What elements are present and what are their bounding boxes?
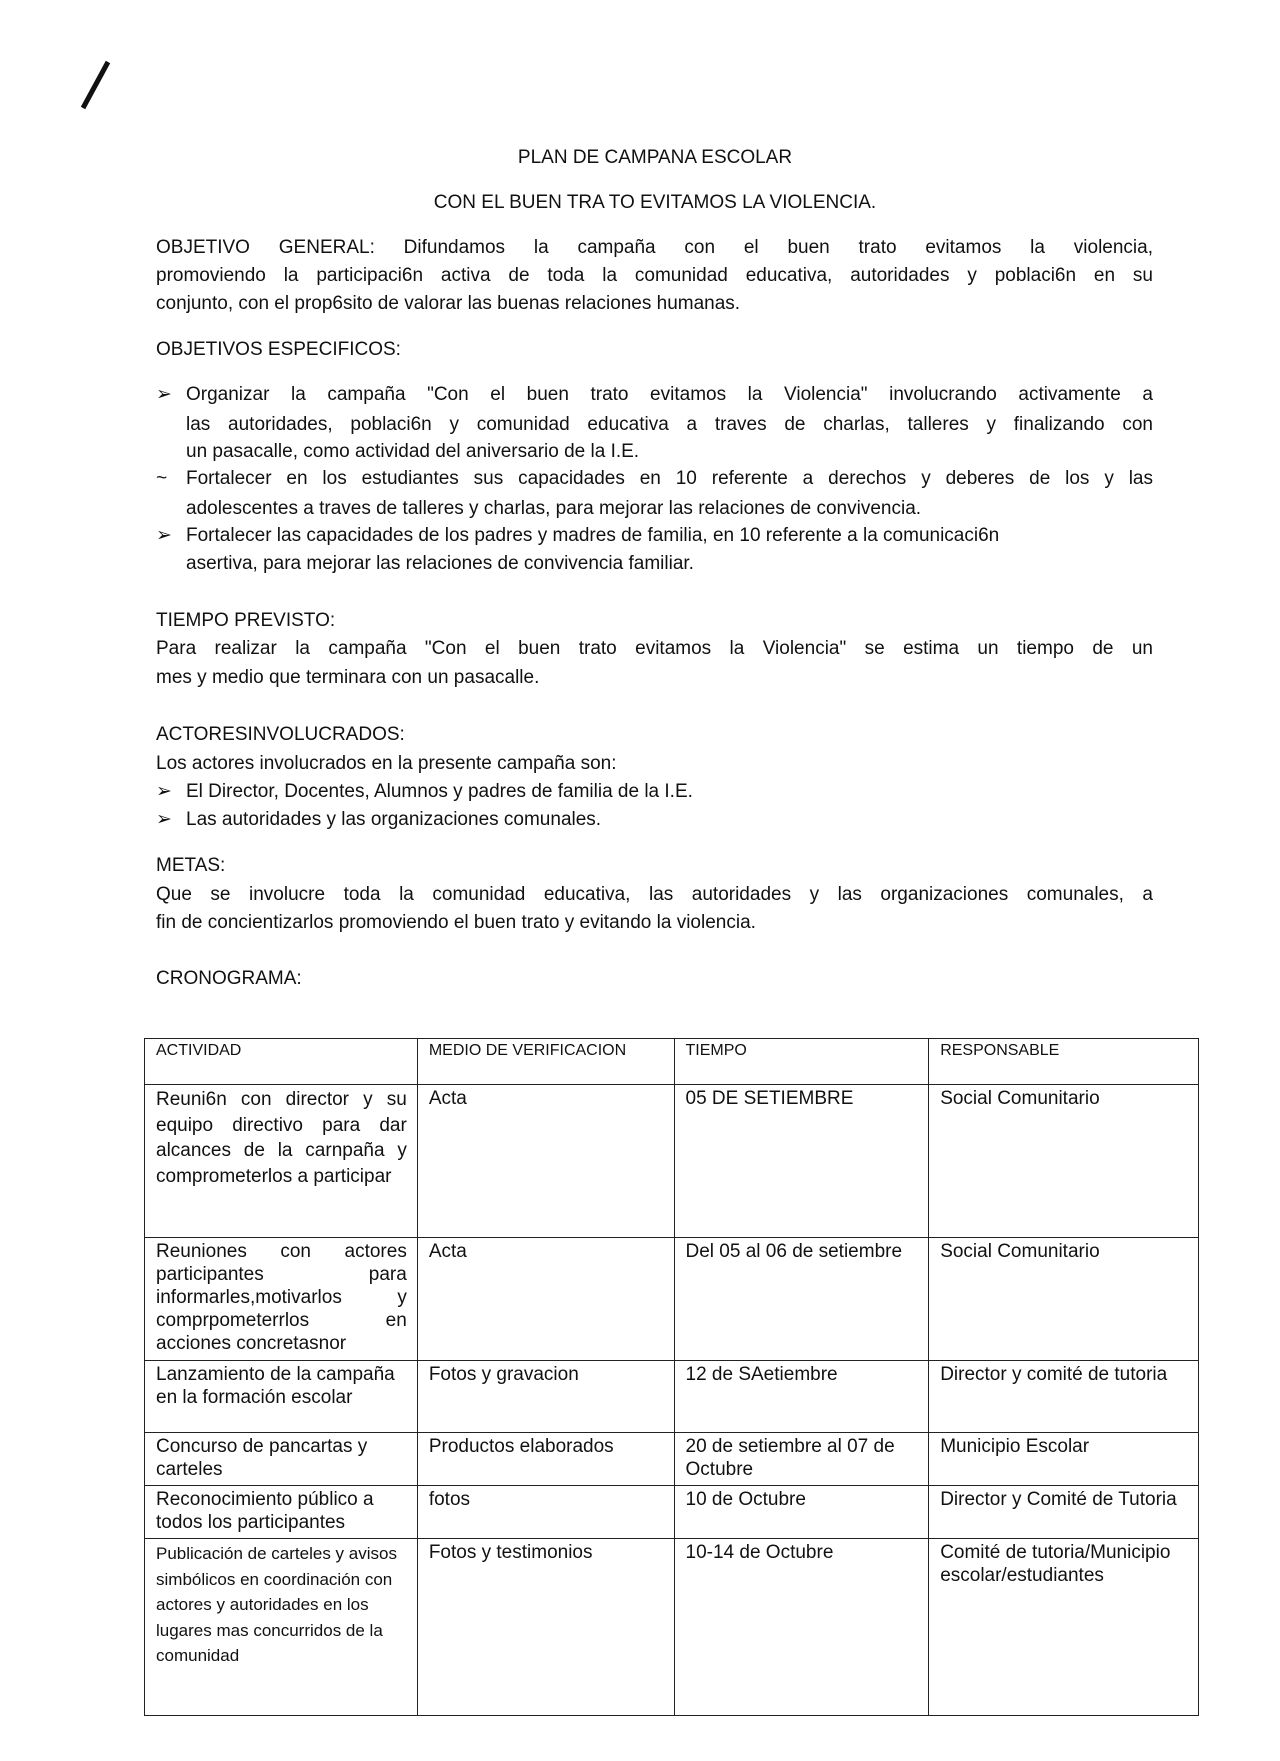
document-subtitle: CON EL BUEN TRA TO EVITAMOS LA VIOLENCIA. xyxy=(433,192,877,213)
objetivo-general-line: conjunto, con el prop6sito de valorar las buenas relaciones humanas. xyxy=(156,293,741,314)
cell-medio: Productos elaborados xyxy=(417,1433,674,1486)
header-tiempo: TIEMPO xyxy=(674,1039,929,1085)
objetivo-especifico-line: adolescentes a traves de talleres y charlas, para mejorar las relaciones de convivencia. xyxy=(186,498,922,519)
cronograma-table xyxy=(144,1038,1199,1716)
header-responsable: RESPONSABLE xyxy=(929,1039,1199,1085)
cell-tiempo: 12 de SAetiembre xyxy=(674,1361,929,1433)
table-row xyxy=(145,1433,1199,1486)
table-row xyxy=(145,1539,1199,1716)
cell-actividad: Publicación de carteles y avisos simbólicos en coordinación con actores y autoridades en los lugares mas concurridos de la comunidad xyxy=(145,1539,418,1716)
bullet-arrow-icon: ➢ xyxy=(156,781,172,802)
table-header-row xyxy=(145,1039,1199,1085)
tiempo-previsto-line: Para realizar la campaña "Con el buen trato evitamos la Violencia" se estima un tiempo de un xyxy=(156,638,1153,659)
metas-heading: METAS: xyxy=(156,855,226,876)
cell-actividad: Reconocimiento público a todos los participantes xyxy=(145,1486,418,1539)
cell-actividad: Lanzamiento de la campaña en la formación escolar xyxy=(145,1361,418,1433)
objetivo-especifico-line: asertiva, para mejorar las relaciones de convivencia familiar. xyxy=(186,553,694,574)
cell-actividad: Concurso de pancartas y carteles xyxy=(145,1433,418,1486)
table-row xyxy=(145,1361,1199,1433)
cronograma-heading: CRONOGRAMA: xyxy=(156,968,302,989)
cell-tiempo: 20 de setiembre al 07 de Octubre xyxy=(674,1433,929,1486)
cell-actividad: Reuni6n con director y su equipo directivo para dar alcances de la carnpaña y comprometerlos a participar xyxy=(145,1085,418,1238)
cell-medio: Acta xyxy=(417,1085,674,1238)
actor-item: Las autoridades y las organizaciones comunales. xyxy=(186,809,602,830)
slash-mark xyxy=(78,60,112,110)
actor-item: El Director, Docentes, Alumnos y padres de familia de la I.E. xyxy=(186,781,693,802)
cell-responsable: Director y comité de tutoria xyxy=(929,1361,1199,1433)
table-row xyxy=(145,1486,1199,1539)
objetivo-especifico-line: Fortalecer en los estudiantes sus capacidades en 10 referente a derechos y deberes de los y las xyxy=(186,468,1153,489)
objetivo-general-line: promoviendo la participaci6n activa de toda la comunidad educativa, autoridades y poblaci6n en su xyxy=(156,265,1153,286)
tiempo-previsto-line: mes y medio que terminara con un pasacalle. xyxy=(156,667,540,688)
bullet-arrow-icon: ➢ xyxy=(156,809,172,830)
objetivo-especifico-line: las autoridades, poblaci6n y comunidad educativa a traves de charlas, talleres y finalizando con xyxy=(186,414,1153,435)
cell-tiempo: Del 05 al 06 de setiembre xyxy=(674,1238,929,1361)
cell-responsable: Social Comunitario xyxy=(929,1085,1199,1238)
objetivo-especifico-line: un pasacalle, como actividad del aniversario de la I.E. xyxy=(186,441,640,462)
document-title: PLAN DE CAMPANA ESCOLAR xyxy=(517,147,793,168)
cell-medio: Acta xyxy=(417,1238,674,1361)
objetivo-especifico-line: Fortalecer las capacidades de los padres y madres de familia, en 10 referente a la comunicaci6n xyxy=(186,525,1000,546)
cell-tiempo: 05 DE SETIEMBRE xyxy=(674,1085,929,1238)
metas-line: fin de concientizarlos promoviendo el buen trato y evitando la violencia. xyxy=(156,912,756,933)
cell-responsable: Municipio Escolar xyxy=(929,1433,1199,1486)
header-actividad: ACTIVIDAD xyxy=(145,1039,418,1085)
cell-tiempo: 10-14 de Octubre xyxy=(674,1539,929,1716)
objetivos-especificos-heading: OBJETIVOS ESPECIFICOS: xyxy=(156,339,401,360)
header-medio-verificacion: MEDIO DE VERIFICACION xyxy=(417,1039,674,1085)
objetivo-especifico-line: Organizar la campaña "Con el buen trato evitamos la Violencia" involucrando activamente a xyxy=(186,384,1153,405)
table-row xyxy=(145,1085,1199,1238)
cell-medio: Fotos y testimonios xyxy=(417,1539,674,1716)
bullet-arrow-icon: ➢ xyxy=(156,384,172,405)
table-row xyxy=(145,1238,1199,1361)
tiempo-previsto-heading: TIEMPO PREVISTO: xyxy=(156,610,336,631)
bullet-arrow-icon: ➢ xyxy=(156,525,172,546)
metas-line: Que se involucre toda la comunidad educativa, las autoridades y las organizaciones comunales, a xyxy=(156,884,1153,905)
cell-responsable: Social Comunitario xyxy=(929,1238,1199,1361)
objetivo-general-line: OBJETIVO GENERAL: Difundamos la campaña con el buen trato evitamos la violencia, xyxy=(156,237,1153,258)
cell-actividad: Reuniones con actores participantes para informarles,motivarlos y comprpometerrlos en acciones concretasnor xyxy=(145,1238,418,1361)
cell-responsable: Comité de tutoria/Municipio escolar/estudiantes xyxy=(929,1539,1199,1716)
cell-medio: fotos xyxy=(417,1486,674,1539)
cell-tiempo: 10 de Octubre xyxy=(674,1486,929,1539)
actores-heading: ACTORESINVOLUCRADOS: xyxy=(156,724,405,745)
cell-medio: Fotos y gravacion xyxy=(417,1361,674,1433)
actores-intro: Los actores involucrados en la presente campaña son: xyxy=(156,753,617,774)
cell-responsable: Director y Comité de Tutoria xyxy=(929,1486,1199,1539)
bullet-tilde-icon: ~ xyxy=(156,468,168,489)
